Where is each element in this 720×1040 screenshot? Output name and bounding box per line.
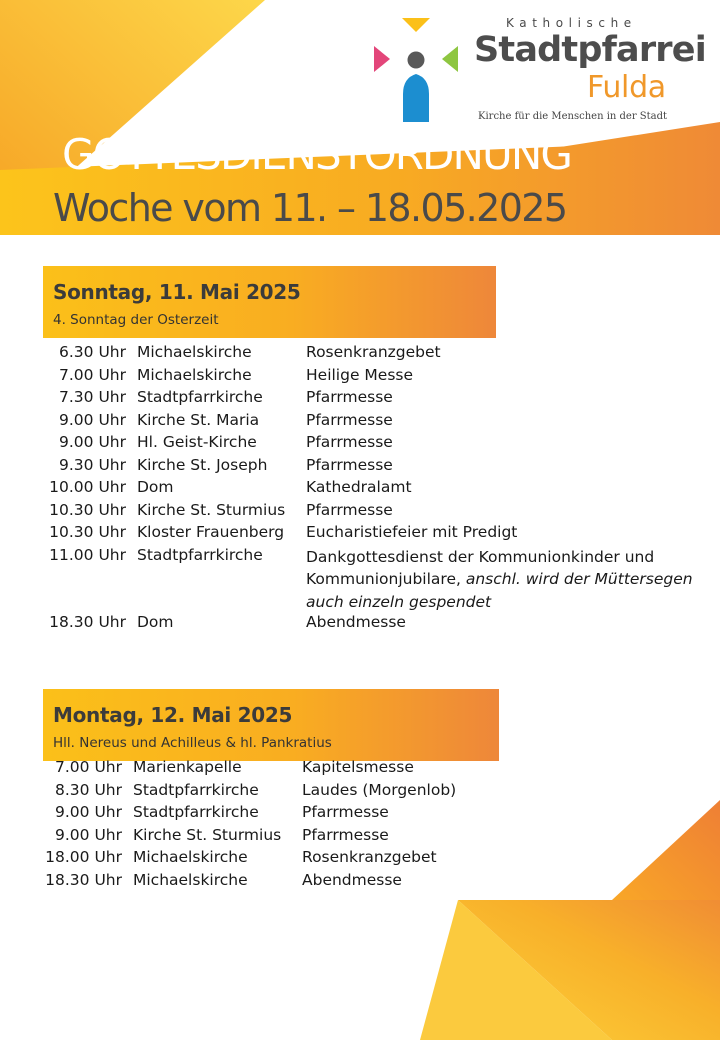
service-time: 9.00 Uhr <box>55 803 122 821</box>
service-row <box>0 871 720 893</box>
service-row <box>0 388 720 410</box>
service-time: 10.30 Uhr <box>49 500 126 519</box>
service-place: Stadtpfarrkirche <box>133 780 259 799</box>
service-time: 8.30 Uhr <box>55 780 122 799</box>
service-place: Kirche St. Maria <box>137 410 260 429</box>
service-place: Michaelskirche <box>137 343 252 361</box>
service-description: Pfarrmesse <box>302 825 389 844</box>
service-row <box>0 781 720 803</box>
service-row <box>0 433 720 455</box>
day-title: Sonntag, 11. Mai 2025 <box>53 280 301 304</box>
service-time: 9.00 Uhr <box>59 433 126 451</box>
service-row <box>0 758 720 780</box>
service-row <box>0 478 720 500</box>
service-description: Pfarrmesse <box>302 803 389 821</box>
service-time: 9.30 Uhr <box>59 455 126 474</box>
service-time: 6.30 Uhr <box>59 343 126 361</box>
service-place: Kirche St. Joseph <box>137 455 268 474</box>
day-header-monday <box>43 689 499 761</box>
service-time: 11.00 Uhr <box>49 545 126 564</box>
service-description: Rosenkranzgebet <box>306 343 441 361</box>
brand-name: Stadtpfarrei <box>474 30 706 70</box>
service-time: 18.30 Uhr <box>45 870 122 889</box>
service-description: Pfarrmesse <box>306 455 393 474</box>
service-place: Michaelskirche <box>133 848 248 866</box>
service-description-note: anschl. wird der Müttersegen <box>460 570 693 588</box>
service-time: 18.30 Uhr <box>49 613 126 631</box>
service-description: Abendmesse <box>306 613 406 631</box>
service-place: Stadtpfarrkirche <box>137 388 263 406</box>
service-place: Michaelskirche <box>137 365 252 384</box>
service-place: Kirche St. Sturmius <box>133 825 282 844</box>
service-description: Eucharistiefeier mit Predigt <box>306 523 518 541</box>
service-time: 7.30 Uhr <box>59 388 126 406</box>
service-row <box>0 803 720 825</box>
service-time: 18.00 Uhr <box>45 848 122 866</box>
day-header-sunday <box>43 266 496 338</box>
service-description: Kathedralamt <box>306 478 412 496</box>
service-description: Pfarrmesse <box>306 410 393 429</box>
service-row <box>0 848 720 870</box>
service-place: Hl. Geist-Kirche <box>137 433 257 451</box>
service-description: Kapitelsmesse <box>302 758 414 776</box>
week-range: Woche vom 11. – 18.05.2025 <box>53 186 567 230</box>
service-description: Pfarrmesse <box>306 388 393 406</box>
brand-subtitle: Katholische <box>506 16 637 30</box>
service-place: Stadtpfarrkirche <box>137 545 263 564</box>
service-description-text: Kommunionjubilare, <box>306 570 461 588</box>
service-description: Heilige Messe <box>306 365 414 384</box>
brand-city: Fulda <box>587 70 666 105</box>
church-logo-icon <box>372 16 462 126</box>
service-time: 10.30 Uhr <box>49 523 126 541</box>
service-time: 7.00 Uhr <box>55 758 122 776</box>
service-place: Dom <box>137 613 174 631</box>
service-time: 10.00 Uhr <box>49 478 126 496</box>
service-row <box>0 366 720 388</box>
service-row <box>0 523 720 545</box>
service-description: Rosenkranzgebet <box>302 848 437 866</box>
service-description: Laudes (Morgenlob) <box>302 780 457 799</box>
service-description-line <box>306 568 693 591</box>
service-place: Dom <box>137 478 174 496</box>
service-row <box>0 456 720 478</box>
service-time: 9.00 Uhr <box>55 825 122 844</box>
service-time: 9.00 Uhr <box>59 410 126 429</box>
service-place: Michaelskirche <box>133 870 248 889</box>
service-place: Marienkapelle <box>133 758 242 776</box>
service-description: Pfarrmesse <box>306 433 393 451</box>
service-row <box>0 826 720 848</box>
service-place: Kirche St. Sturmius <box>137 500 286 519</box>
brand-tagline: Kirche für die Menschen in der Stadt <box>478 111 668 122</box>
service-row <box>0 613 720 635</box>
service-row <box>0 546 720 614</box>
day-liturgical-name: 4. Sonntag der Osterzeit <box>53 312 219 328</box>
day-liturgical-name: Hll. Nereus und Achilleus & hl. Pankratius <box>53 735 332 751</box>
service-row <box>0 343 720 365</box>
service-time: 7.00 Uhr <box>59 365 126 384</box>
service-place: Kloster Frauenberg <box>137 523 285 541</box>
service-row <box>0 411 720 433</box>
day-title: Montag, 12. Mai 2025 <box>53 703 293 727</box>
service-place: Stadtpfarrkirche <box>133 803 259 821</box>
service-description: Abendmesse <box>302 870 402 889</box>
service-description: Pfarrmesse <box>306 500 393 519</box>
service-description-line: Dankgottesdienst der Kommunionkinder und <box>306 547 655 566</box>
service-row <box>0 501 720 523</box>
service-description-note: auch einzeln gespendet <box>306 592 492 611</box>
page-title: GOTTESDIENSTORDNUNG <box>62 130 571 179</box>
